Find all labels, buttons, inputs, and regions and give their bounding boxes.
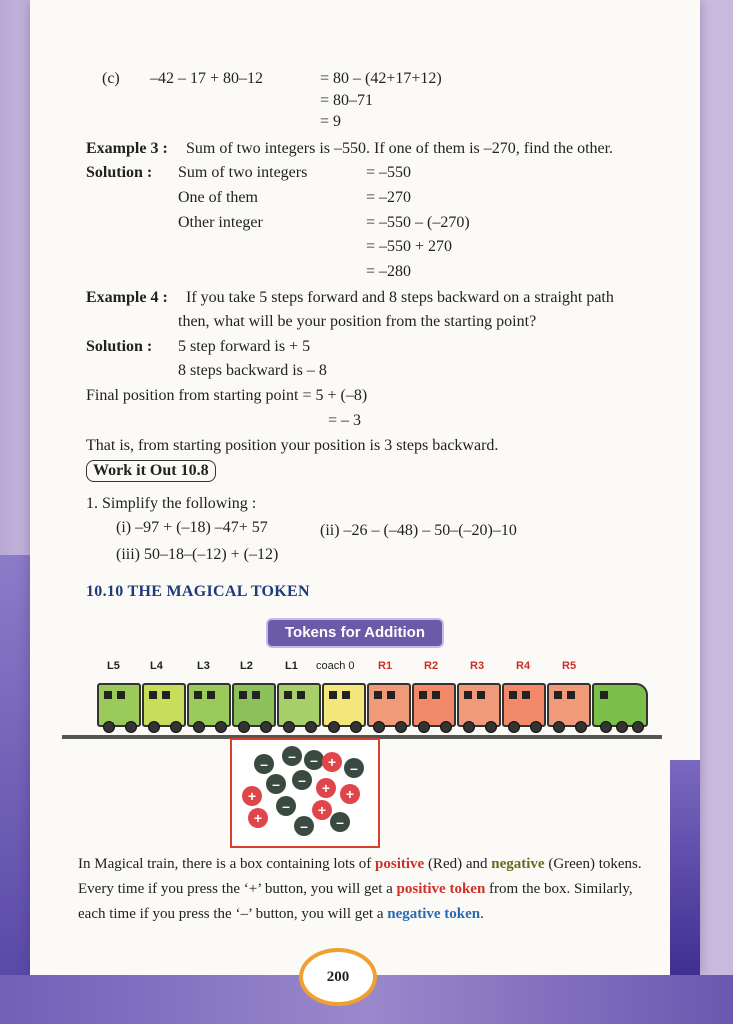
example3-label: Example 3 :: [86, 140, 168, 157]
example3-row2-left: One of them: [178, 189, 258, 206]
train-car-R1: [367, 683, 411, 727]
train-car-R4: [502, 683, 546, 727]
work-it-out-title: Work it Out 10.8: [86, 460, 216, 482]
example4-conclusion: That is, from starting position your position is 3 steps backward.: [86, 437, 499, 454]
train-engine: [592, 683, 648, 727]
example4-question-line2: then, what will be your position from the starting point?: [178, 313, 537, 330]
positive-token-word: positive token: [396, 881, 486, 897]
para-line1-a: In Magical train, there is a box containing lots of: [78, 856, 376, 872]
page-number: 200: [299, 948, 377, 1006]
train-label-R3: R3: [470, 660, 485, 672]
example-c-step2: = 80–71: [320, 92, 374, 109]
negative-token: –: [254, 754, 274, 774]
positive-token: +: [316, 778, 336, 798]
positive-token: +: [312, 800, 332, 820]
train-car-L1: [277, 683, 321, 727]
train-car-L3: [187, 683, 231, 727]
example-c-step1: = 80 – (42+17+12): [320, 70, 442, 87]
example3-row4-right: = –550 + 270: [366, 238, 453, 255]
para-line1-c: (Green) tokens.: [544, 856, 642, 872]
right-decor-band: [670, 760, 700, 975]
work-it-out-part-ii: (ii) –26 – (–48) – 50–(–20)–10: [320, 522, 517, 539]
negative-token: –: [266, 774, 286, 794]
para-line3-b: .: [480, 906, 484, 922]
train-car-L4: [142, 683, 186, 727]
example4-step1: 5 step forward is + 5: [178, 338, 311, 355]
example3-row3-left: Other integer: [178, 214, 263, 231]
para-line3-a: each time if you press the ‘–’ button, you will get a: [78, 906, 388, 922]
para-line2-a: Every time if you press the ‘+’ button, you will get a: [78, 881, 397, 897]
example4-final-result: = – 3: [328, 412, 362, 429]
negative-token: –: [330, 812, 350, 832]
negative-token: –: [276, 796, 296, 816]
example4-question-line1: If you take 5 steps forward and 8 steps backward on a straight path: [186, 289, 614, 306]
positive-token: +: [340, 784, 360, 804]
para-line2: [78, 881, 633, 898]
train-label-L5: L5: [107, 660, 120, 672]
negative-token: –: [294, 816, 314, 836]
positive-token: +: [242, 786, 262, 806]
tokens-banner: Tokens for Addition: [268, 620, 442, 646]
example4-solution-label: Solution :: [86, 338, 153, 355]
para-line2-b: from the box. Similarly,: [485, 881, 633, 897]
example4-final-position: Final position from starting point = 5 + (–8): [86, 387, 368, 404]
train-car-coach0: [322, 683, 366, 727]
train-car-R3: [457, 683, 501, 727]
example-c-step3: = 9: [320, 113, 342, 130]
example3-solution-label: Solution :: [86, 164, 153, 181]
train-car-R2: [412, 683, 456, 727]
work-it-out-part-i: (i) –97 + (–18) –47+ 57: [116, 519, 268, 536]
train-label-R5: R5: [562, 660, 577, 672]
train-label-L2: L2: [240, 660, 253, 672]
positive-word: positive: [375, 856, 425, 872]
example3-row2-right: = –270: [366, 189, 412, 206]
example3-row3-right: = –550 – (–270): [366, 214, 470, 231]
section-heading: 10.10 THE MAGICAL TOKEN: [86, 583, 310, 600]
example4-step2: 8 steps backward is – 8: [178, 362, 327, 379]
positive-token: +: [322, 752, 342, 772]
example3-row1-right: = –550: [366, 164, 412, 181]
para-line1-b: (Red) and: [424, 856, 492, 872]
example3-row1-left: Sum of two integers: [178, 164, 308, 181]
work-it-out-part-iii: (iii) 50–18–(–12) + (–12): [116, 546, 279, 563]
token-box: [230, 738, 380, 848]
train-label-R4: R4: [516, 660, 531, 672]
train-label-L4: L4: [150, 660, 163, 672]
negative-token-word: negative token: [387, 906, 481, 922]
train-label-R1: R1: [378, 660, 393, 672]
example4-label: Example 4 :: [86, 289, 168, 306]
negative-token: –: [282, 746, 302, 766]
example3-row5-right: = –280: [366, 263, 412, 280]
train-car-R5: [547, 683, 591, 727]
train-label-R2: R2: [424, 660, 439, 672]
negative-token: –: [304, 750, 324, 770]
train-label-coach0: coach 0: [316, 660, 355, 672]
train-label-L1: L1: [285, 660, 298, 672]
train-label-L3: L3: [197, 660, 210, 672]
negative-token: –: [292, 770, 312, 790]
train-car-L2: [232, 683, 276, 727]
example-c-expression: –42 – 17 + 80–12: [150, 70, 264, 87]
example-c-label: (c): [102, 70, 120, 87]
negative-word: negative: [491, 856, 545, 872]
train-car-L5: [97, 683, 141, 727]
para-line3: [78, 906, 484, 923]
negative-token: –: [344, 758, 364, 778]
positive-token: +: [248, 808, 268, 828]
work-it-out-q1: 1. Simplify the following :: [86, 495, 257, 512]
para-line1: [78, 856, 642, 873]
example3-question: Sum of two integers is –550. If one of them is –270, find the other.: [186, 140, 614, 157]
